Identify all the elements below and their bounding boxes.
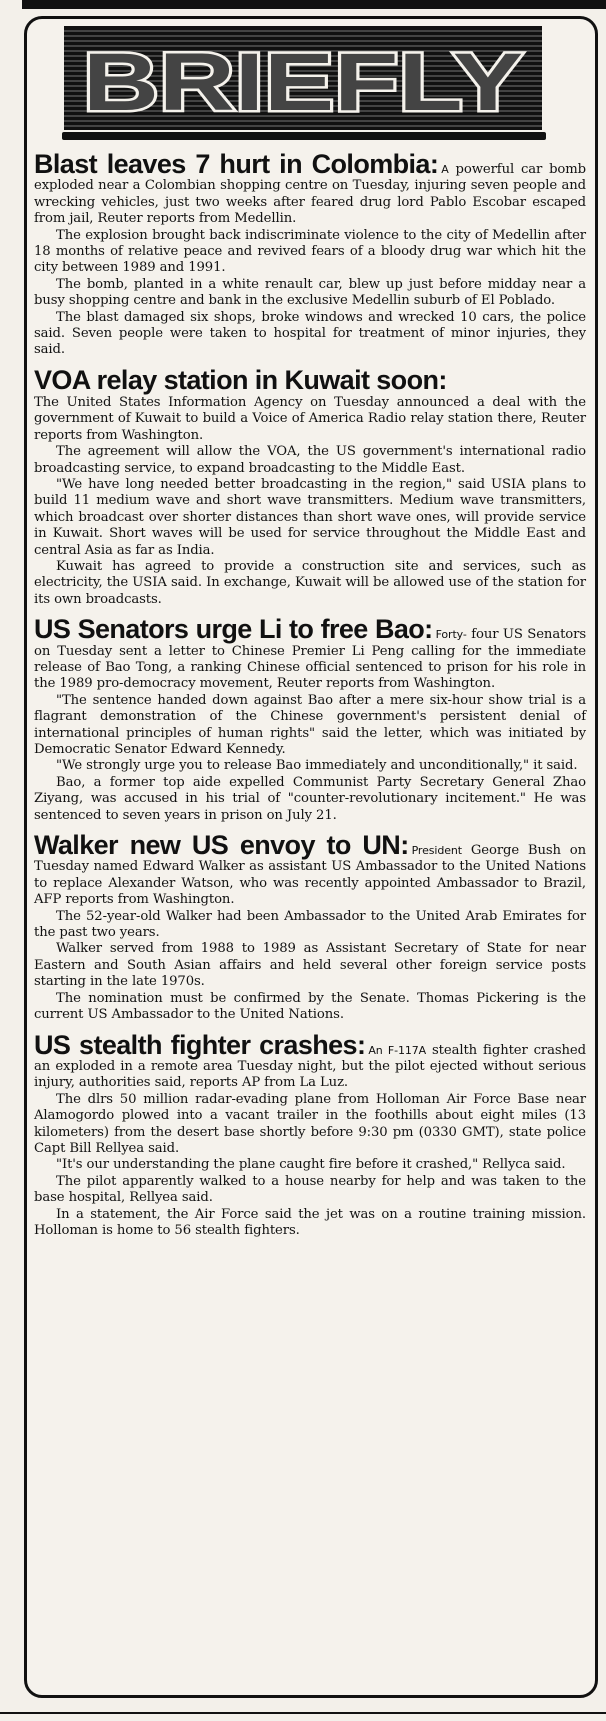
story-senators-bao bbox=[34, 615, 586, 824]
story-paragraph: The blast damaged six shops, broke windows and wrecked 10 cars, the police said. Seven people were taken to hospital for treatment of minor injuries, they said. bbox=[34, 309, 586, 358]
story-headline: US stealth fighter crashes: bbox=[34, 1029, 366, 1060]
story-first-text: four US Senators on Tuesday sent a letter to Chinese Premier Li Peng calling for the immediate release of Bao Tong, a ranking Chinese official sentenced to prison for his role in the 1989 pro-democracy movement, Reuter reports from Washington. bbox=[34, 627, 587, 692]
story-paragraph: The agreement will allow the VOA, the US government's international radio broadcasting service, to expand broadcasting to the Middle East. bbox=[34, 444, 586, 476]
story-colombia-blast bbox=[34, 150, 586, 359]
story-paragraph: Bao, a former top aide expelled Communist Party Secretary General Zhao Ziyang, was accused in his trial of "counter-revolutionary incitement." He was sentenced to seven years in prison on July 21. bbox=[34, 774, 586, 823]
story-first-text: stealth fighter crashed an exploded in a remote area Tuesday night, but the pilot ejected without serious injury, authorities said, reports AP from La Luz. bbox=[34, 1042, 586, 1091]
story-paragraph: "It's our understanding the plane caught fire before it crashed," Rellyca said. bbox=[56, 1157, 566, 1173]
top-rule bbox=[22, 0, 606, 9]
story-paragraph: "The sentence handed down against Bao after a mere six-hour show trial is a flagrant demonstration of the Chinese government's persistent denial of international principles of human rights" said the letter, which was initiated by Democratic Senator Edward Kennedy. bbox=[34, 692, 586, 757]
story-paragraph: "We strongly urge you to release Bao immediately and unconditionally," it said. bbox=[56, 758, 578, 774]
story-paragraph: The nomination must be confirmed by the Senate. Thomas Pickering is the current US Ambassador to the United Nations. bbox=[34, 990, 586, 1023]
story-paragraph: The bomb, planted in a white renault car, blew up just before midday near a busy shopping centre and bank in the exclusive Medellin suburb of El Poblado. bbox=[34, 276, 586, 309]
masthead bbox=[64, 26, 542, 130]
story-voa-kuwait bbox=[34, 366, 586, 608]
masthead-title: BRIEFLY bbox=[83, 37, 523, 128]
masthead-logo bbox=[64, 26, 542, 130]
story-paragraph: In a statement, the Air Force said the jet was on a routine training mission. Holloman is home to 56 stealth fighters. bbox=[34, 1206, 586, 1238]
story-first-paragraph bbox=[34, 831, 586, 909]
story-first-paragraph bbox=[34, 150, 586, 228]
story-paragraph: The pilot apparently walked to a house nearby for help and was taken to the base hospital, Rellyea said. bbox=[34, 1173, 586, 1206]
story-lead-in: A bbox=[441, 163, 449, 176]
story-paragraph: Walker served from 1988 to 1989 as Assistant Secretary of State for near Eastern and South Asian affairs and held several other foreign service posts starting in the late 1970s. bbox=[34, 941, 586, 990]
story-paragraph: The explosion brought back indiscriminate violence to the city of Medellin after 18 months of relative peace and revived fears of a bloody drug war which hit the city between 1989 and 1991. bbox=[34, 227, 586, 276]
story-paragraph: The 52-year-old Walker had been Ambassador to the United Arab Emirates for the past two years. bbox=[34, 908, 586, 941]
story-lead-in: President bbox=[411, 844, 463, 858]
story-headline: US Senators urge Li to free Bao: bbox=[34, 614, 433, 645]
story-stealth-crash bbox=[34, 1031, 586, 1240]
story-first-text: powerful car bomb exploded near a Colombian shopping centre on Tuesday, injuring seven people and wrecking vehicles, just two weeks after feared drug lord Pablo Escobar escaped from jail, Reuter reports from Medellin. bbox=[34, 162, 586, 227]
story-first-paragraph bbox=[34, 1031, 586, 1092]
story-paragraph: The dlrs 50 million radar-evading plane from Holloman Air Force Base near Alamogordo plowed into a vacant trailer in the foothills about eight miles (13 kilometers) from the desert base shortly before 9:30 pm (0330 GMT), state police Capt Bill Rellyea said. bbox=[34, 1091, 586, 1156]
briefs-column bbox=[34, 150, 586, 1246]
story-first-text: George Bush on Tuesday named Edward Walker as assistant US Ambassador to the United Nations to replace Alexander Watson, who was recently appointed Ambassador to Brazil, AFP reports from Washington. bbox=[34, 843, 586, 908]
story-headline: Blast leaves 7 hurt in Colombia: bbox=[34, 149, 439, 179]
story-headline: VOA relay station in Kuwait soon: bbox=[34, 364, 447, 395]
story-paragraph: "We have long needed better broadcasting in the region," said USIA plans to build 11 medium wave and short wave transmitters. Medium wave transmitters, which broadcast over shorter distances than short wave ones, will provide service in Kuwait. Short waves will be used for service throughout the Middle East and central Asia as far as India. bbox=[34, 476, 586, 558]
story-first-paragraph bbox=[34, 615, 586, 693]
story-first-paragraph: The United States Information Agency on Tuesday announced a deal with the government of Kuwait to build a Voice of America Radio relay station there, Reuter reports from Washington. bbox=[34, 394, 586, 443]
story-paragraph: Kuwait has agreed to provide a construction site and services, such as electricity, the USIA said. In exchange, Kuwait will be allowed use of the station for its own broadcasts. bbox=[34, 558, 586, 607]
story-walker-envoy bbox=[34, 831, 586, 1023]
story-lead-in: Forty- bbox=[435, 628, 467, 642]
masthead-rule bbox=[62, 132, 546, 140]
bottom-rule bbox=[0, 1712, 606, 1714]
story-headline: Walker new US envoy to UN: bbox=[34, 830, 409, 861]
story-lead-in: An F-117A bbox=[368, 1043, 427, 1057]
